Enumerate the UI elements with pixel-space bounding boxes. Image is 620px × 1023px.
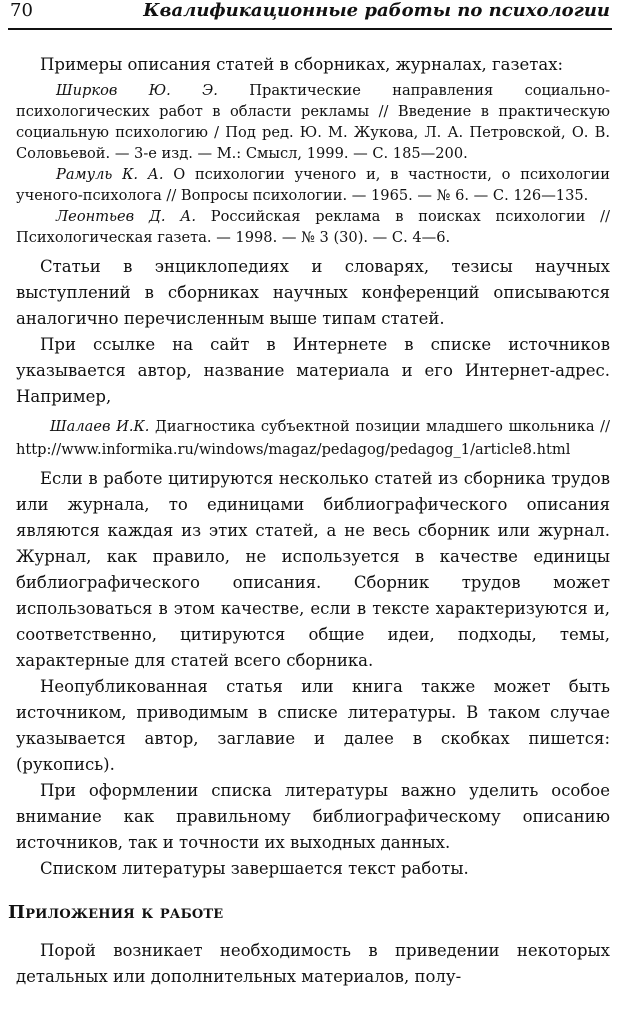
running-title: Квалификационные работы по психологии bbox=[143, 0, 610, 21]
reference-item bbox=[16, 80, 610, 164]
paragraph-internet: При ссылке на сайт в Интернете в списке источников указывается автор, название материала и его Интернет-адрес. Например, bbox=[16, 335, 610, 406]
paragraph-encyclopedia: Статьи в энциклопедиях и словарях, тезисы научных выступлений в сборниках научных конференций описываются аналогично перечисленным выше типам статей. bbox=[16, 257, 610, 328]
reference-list bbox=[16, 80, 610, 248]
reference-text: Практические направления социально-психологических работ в области рекламы // Введение в практическую социальную психологию / Под ред. Ю. М. Жукова, Л. А. Петровской, О. В. Соловьевой. — 3-е изд. — М.: Смысл, 1999. — С. 185—200. bbox=[16, 82, 611, 162]
page-header bbox=[8, 0, 612, 30]
reference-author: Леонтьев Д. А. bbox=[56, 208, 196, 225]
reference-item bbox=[16, 164, 610, 206]
section-title: Приложения к работе bbox=[8, 902, 224, 923]
page-content bbox=[8, 52, 611, 990]
paragraph-attention: При оформлении списка литературы важно уделить особое внимание как правильному библиографическому описанию источников, так и точности их выходных данных. bbox=[16, 781, 610, 852]
page-number: 70 bbox=[10, 0, 33, 21]
reference-author: Ширков Ю. Э. bbox=[56, 82, 218, 99]
reference-item bbox=[16, 206, 610, 248]
reference-text: О психологии ученого и, в частности, о психологии ученого-психолога // Вопросы психологии. — 1965. — № 6. — С. 126—135. bbox=[16, 166, 610, 204]
reference-author: Рамуль К. А. bbox=[56, 166, 164, 183]
reference-text: Российская реклама в поисках психологии // Психологическая газета. — 1998. — № 3 (30). — С. 4—6. bbox=[16, 208, 610, 246]
url-reference-text: Диагностика субъектной позиции младшего школьника // http://www.informika.ru/windows/magaz/pedagog/pedagog_1/article8.html bbox=[16, 418, 610, 458]
paragraph-appendix: Порой возникает необходимость в приведении некоторых детальных или дополнительных материалов, полу- bbox=[16, 941, 610, 986]
paragraph-collection: Если в работе цитируются несколько статей из сборника трудов или журнала, то единицами библиографического описания являются каждая из этих статей, а не весь сборник или журнал. Журнал, как правило, не используется в качестве единицы библиографического описания. Сборник трудов может использоваться в этом качестве, если в тексте характеризуются и, соответственно, цитируются общие идеи, подходы, темы, характерные для статей всего сборника. bbox=[16, 469, 610, 670]
paragraph-unpublished: Неопубликованная статья или книга также может быть источником, приводимым в списке литературы. В таком случае указывается автор, заглавие и далее в скобках пишется: (рукопись). bbox=[16, 677, 610, 774]
url-reference-author: Шалаев И.К. bbox=[50, 418, 150, 435]
paragraph-end: Списком литературы завершается текст работы. bbox=[40, 859, 469, 878]
examples-heading: Примеры описания статей в сборниках, журналах, газетах: bbox=[40, 55, 564, 74]
url-reference bbox=[16, 415, 610, 461]
